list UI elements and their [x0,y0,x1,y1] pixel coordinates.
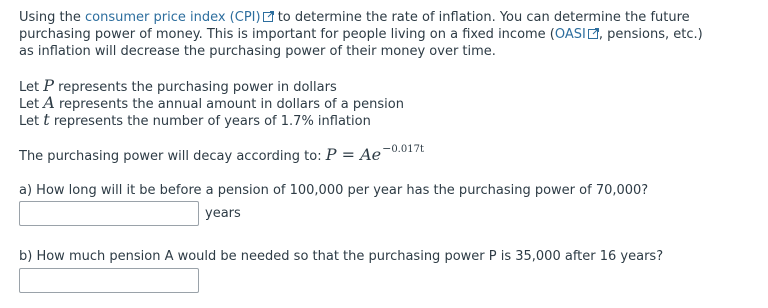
intro-line-1 [19,9,690,26]
formula-exponent: 0.017t [391,144,424,155]
formula-lhs: P [325,145,337,164]
definition-text: Let [19,80,44,95]
intro-text: Using the [19,10,85,25]
intro-text: as inflation will decrease the purchasing power of their money over time. [19,44,496,59]
definition-text: represents the annual amount in dollars of a pension [54,97,404,112]
question-a-answer-row [19,201,241,226]
definition-t [19,111,371,130]
formula-base: e [371,145,382,164]
formula-lead: The purchasing power will decay according to: [19,149,326,164]
definition-text: Let [19,97,44,112]
variable-a: A [43,93,55,112]
oasi-link[interactable]: OASI [554,27,586,42]
cpi-link[interactable]: consumer price index (CPI) [85,10,261,25]
question-a-label: a) How long will it be before a pension of 100,000 per year has the purchasing power of 70,000? [19,183,649,198]
formula-coefficient: A [360,145,372,164]
external-link-icon[interactable] [588,28,599,39]
answer-b-input[interactable] [19,268,199,293]
intro-line-2 [19,26,703,43]
definition-text: represents the number of years of 1.7% inflation [49,114,371,129]
question-b-label: b) How much pension A would be needed so that the purchasing power P is 35,000 after 16 years? [19,249,664,264]
variable-p: P [43,76,55,95]
answer-a-unit: years [205,206,241,221]
formula-equals: = [336,145,361,164]
variable-t: t [43,110,50,129]
question-b-text [19,248,663,265]
intro-text: to determine the rate of inflation. You can determine the future [273,10,690,25]
question-a-text [19,182,648,199]
intro-text: , pensions, etc.) [598,27,703,42]
external-link-icon[interactable] [263,11,274,22]
answer-a-input[interactable] [19,201,199,226]
definition-text: Let [19,114,44,129]
intro-text: purchasing power of money. This is important for people living on a fixed income ( [19,27,555,42]
formula-line [19,142,424,166]
definition-text: represents the purchasing power in dollars [54,80,337,95]
question-b-answer-row [19,268,199,293]
intro-line-3 [19,43,496,60]
formula-exponent-sign: − [382,142,392,155]
